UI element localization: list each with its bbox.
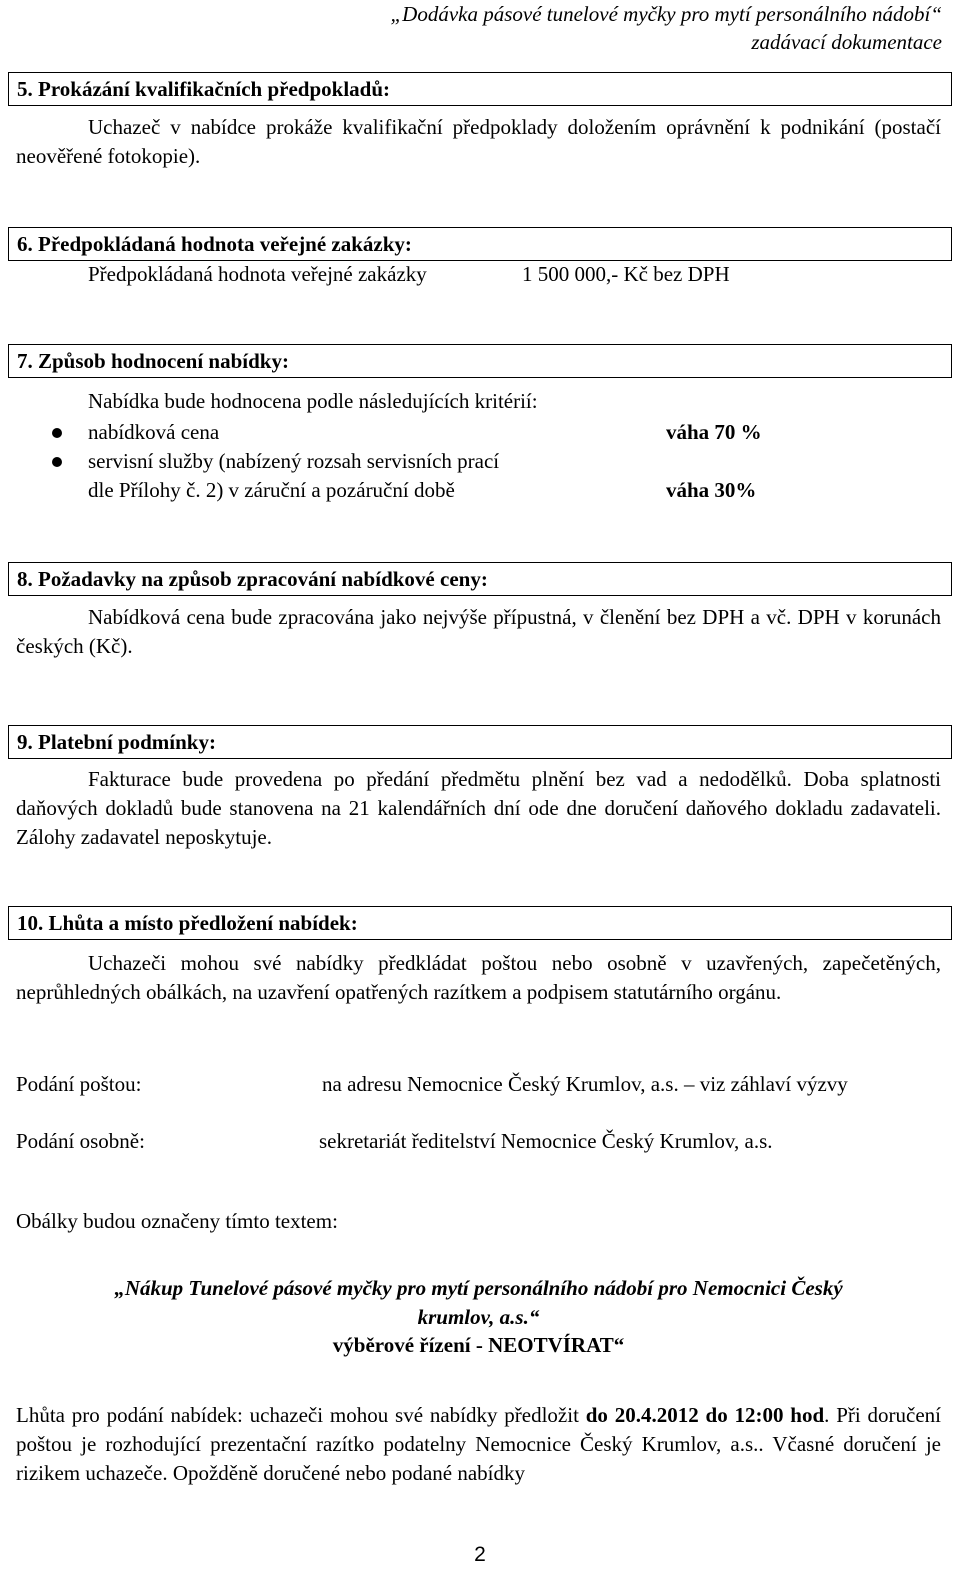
deadline-paragraph (16, 1401, 941, 1488)
document-header-subtitle: zadávací dokumentace (751, 30, 942, 54)
document-header-title: „Dodávka pásové tunelové myčky pro mytí personálního nádobí“ (390, 2, 942, 26)
post-submission-label: Podání poštou: (16, 1072, 142, 1096)
section-10-text-content: Uchazeči mohou své nabídky předkládat poštou nebo osobně v uzavřených, zapečetěných, neprůhledných obálkách, na uzavření opatřených razítkem a podpisem statutárního orgánu. (16, 951, 941, 1004)
criterion-service-weight: váha 30% (666, 478, 757, 502)
section-6-heading: 6. Předpokládaná hodnota veřejné zakázky: (8, 227, 952, 261)
envelope-text-line3: výběrové řízení - NEOTVÍRAT“ (332, 1333, 625, 1357)
section-8-heading: 8. Požadavky na způsob zpracování nabídkové ceny: (8, 562, 952, 596)
section-8-text-content: Nabídková cena bude zpracována jako nejvýše přípustná, v členění bez DPH a vč. DPH v korunách českých (Kč). (16, 605, 941, 658)
estimated-value-amount: 1 500 000,- Kč bez DPH (522, 262, 730, 286)
criterion-service-label-line1: servisní služby (nabízený rozsah servisních prací (88, 449, 500, 473)
personal-submission-value: sekretariát ředitelství Nemocnice Český Krumlov, a.s. (319, 1129, 773, 1153)
criterion-price-label: nabídková cena (88, 420, 220, 444)
criterion-service-label-line2: dle Přílohy č. 2) v záruční a pozáruční době (88, 478, 455, 502)
section-5-text (16, 113, 941, 171)
envelope-text-line2: krumlov, a.s.“ (417, 1305, 540, 1329)
section-9-text-content: Fakturace bude provedena po předání předmětu plnění bez vad a nedodělků. Doba splatnosti daňových dokladů bude stanovena na 21 kalendářních dní ode dne doručení daňového dokladu zadavateli. Zálohy zadavatel neposkytuje. (16, 767, 941, 849)
criterion-price-weight: váha 70 % (666, 420, 762, 444)
deadline-text-end: . Při doručení poštou je rozhodující prezentační razítko podatelny Nemocnice Český Krumlov, a.s.. Včasné doručení je rizikem uchazeče. Opožděně doručené nebo podané nabídky (16, 1403, 941, 1485)
personal-submission-label: Podání osobně: (16, 1129, 145, 1153)
page-number: 2 (474, 1543, 486, 1566)
section-5-heading: 5. Prokázání kvalifikačních předpokladů: (8, 72, 952, 106)
section-8-text (16, 603, 941, 661)
section-9-heading: 9. Platební podmínky: (8, 725, 952, 759)
bullet-icon (52, 428, 62, 438)
post-submission-value: na adresu Nemocnice Český Krumlov, a.s. – viz záhlaví výzvy (322, 1072, 848, 1096)
estimated-value-label: Předpokládaná hodnota veřejné zakázky (88, 262, 427, 286)
envelope-intro: Obálky budou označeny tímto textem: (16, 1209, 338, 1233)
section-10-text (16, 949, 941, 1007)
section-10-heading: 10. Lhůta a místo předložení nabídek: (8, 906, 952, 940)
bullet-icon (52, 457, 62, 467)
deadline-date: do 20.4.2012 do 12:00 hod (585, 1403, 825, 1427)
section-9-text (16, 765, 941, 852)
section-7-heading: 7. Způsob hodnocení nabídky: (8, 344, 952, 378)
envelope-text-line1: „Nákup Tunelové pásové myčky pro mytí personálního nádobí pro Nemocnici Český (114, 1276, 843, 1300)
section-5-text-content: Uchazeč v nabídce prokáže kvalifikační předpoklady doložením oprávnění k podnikání (postačí neověřené fotokopie). (16, 115, 941, 168)
evaluation-intro: Nabídka bude hodnocena podle následujících kritérií: (88, 389, 538, 413)
deadline-text-start: Lhůta pro podání nabídek: uchazeči mohou své nabídky předložit (16, 1403, 586, 1427)
